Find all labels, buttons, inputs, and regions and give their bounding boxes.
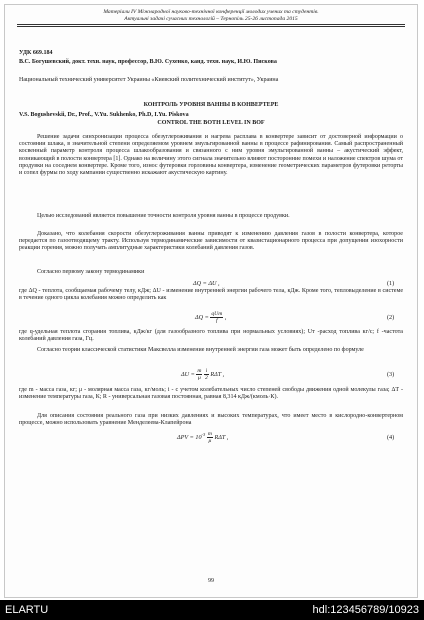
equation-4-number: (4) — [387, 434, 395, 441]
equation-1: ΔQ = ΔU , — [193, 280, 220, 287]
equation-3-degrees: i — [205, 368, 208, 374]
paragraph-variables: где m - масса газа, кг; μ - молярная масса газа, кг/моль; i - с учетом колебательных число степеней свободы движения одной молекулы газа; ΔT - изменение температуры газа, К; R - универсальная газовая постоянная, равная 8,314 кДж/(кмоль·К). — [19, 387, 403, 401]
equation-3-tail: RΔT , — [210, 370, 225, 378]
equation-3-left: ΔU = — [181, 370, 195, 378]
equation-4-molar-mass: μ — [208, 438, 212, 444]
paragraph-fuel: где q-удельная теплота сгорания топлива, кДж/кг (для газообразного топлива при нормальных условиях); Uт -расход топлива кг/с; f -частота колебаний давления газа, Гц. — [19, 329, 403, 343]
authors-en: V.S. Bogushevskii, Dr., Prof., V.Yu. Sukhenko, Ph.D, I.Yu. Piskova — [19, 112, 189, 118]
repository-name: ELARTU — [5, 604, 49, 616]
equation-2-denominator: f — [216, 318, 218, 324]
document-page — [4, 4, 418, 598]
equation-4 — [177, 431, 228, 444]
equation-2-fraction — [210, 311, 223, 324]
header-rule-thin — [17, 26, 405, 27]
equation-3-mass-fraction — [196, 368, 202, 381]
equation-2-tail: , — [224, 313, 227, 321]
equation-2-left: ΔQ = — [195, 313, 209, 321]
header-line-1: Матеріали IV Міжнародної науково-технічної конференції молодих учених та студентів. — [103, 9, 319, 15]
repository-footer-bar — [0, 600, 424, 620]
paragraph-intro: Решение задачи синхронизации процесса обезуглероживания и нагрева расплава в конвертере зависит от достоверной информации о состоянии шлака, в значительной степени определяемом уровнем эмульгированной ванны в процессе рафинирования. Самый распространенный косвенный параметр контроля процесса шлакообразования и связанного с ним уровня эмульгированной ванны – акустический эффект, возникающий в полости конвертера [1]. Однако на величину этого сигнала значительно влияют посторонние помехи и наложение спектров шума от продувки на соседнем конвертере. Кроме того, износ футеровки горловины конвертера, изменение геометрических параметров футеровки реторты и сопел фурмы по ходу кампании существенно искажают акустическую картину. — [19, 134, 403, 177]
paragraph-goal: Целью исследований является повышение точности контроля уровня ванны в процессе продувки. — [37, 213, 290, 219]
title-en: CONTROL THE BOTH LEVEL IN BOF — [157, 120, 265, 126]
paragraph-proof: Доказано, что колебания скорости обезуглероживания ванны приводят к изменению давления газов в полости конвертера, которое передается по газоотводящему тракту. Используя термодинамические зависимости от квазистационарного процесса при допущении изохорности реакции горения, можно получать амплитудные характеристики колебаний давления газов. — [19, 231, 403, 252]
affiliation: Национальный технический университет Украины «Киевский политехнический институт», Украина — [19, 77, 279, 83]
equation-3 — [181, 368, 224, 381]
paragraph-first-law: Согласно первому закону термодинамики — [37, 269, 145, 275]
equation-2-numerator: qUт — [211, 311, 223, 317]
paragraph-maxwell: Согласно теории классической статистики Максвелла изменение внутренней энергии газа может быть определено по формуле — [37, 347, 364, 353]
handle-link[interactable]: hdl:123456789/10923 — [312, 604, 419, 616]
equation-3-number: (3) — [387, 371, 395, 378]
equation-3-dof-fraction — [204, 368, 209, 381]
equation-3-mass: m — [197, 368, 202, 374]
equation-2 — [195, 311, 226, 324]
equation-3-two: 2 — [204, 375, 208, 381]
equation-4-left: ΔPV = 10 — [177, 433, 202, 441]
page-number: 99 — [208, 578, 214, 584]
authors-ru: В.С. Богушевский, докт. техн. наук, профессор, В.Ю. Сухенко, канд. техн. наук, И.Ю. Пискова — [19, 59, 277, 65]
equation-4-mass: m — [207, 431, 212, 437]
paragraph-clapeyron: Для описания состояния реального газа при низких давлениях и высоких температурах, что имеет место в кислородно-конвертерном процессе, можно использовать уравнение Менделеева-Клапейрона — [19, 413, 403, 427]
equation-4-tail: RΔT , — [214, 433, 229, 441]
header-line-2: Актуальні задачі сучасних технологій – Тернопіль 25-26 листопада 2015 — [124, 16, 298, 22]
equation-2-number: (2) — [387, 314, 395, 321]
paragraph-heat-definition: где ΔQ - теплота, сообщаемая рабочему телу, кДж; ΔU - изменение внутренней энергии рабочего тела, кДж. Кроме того, тепловыделение в системе в течение одного цикла колебания можно определить как — [19, 288, 403, 302]
udk-code: УДК 669.184 — [19, 50, 53, 56]
title-ru: КОНТРОЛЬ УРОВНЯ ВАННЫ В КОНВЕРТЕРЕ — [143, 102, 279, 108]
equation-4-fraction — [207, 431, 213, 444]
header-rule — [17, 24, 405, 25]
running-header — [15, 9, 407, 23]
equation-3-molar-mass: μ — [197, 375, 201, 381]
equation-1-number: (1) — [387, 280, 395, 287]
equation-4-exponent: -3 — [201, 431, 206, 437]
